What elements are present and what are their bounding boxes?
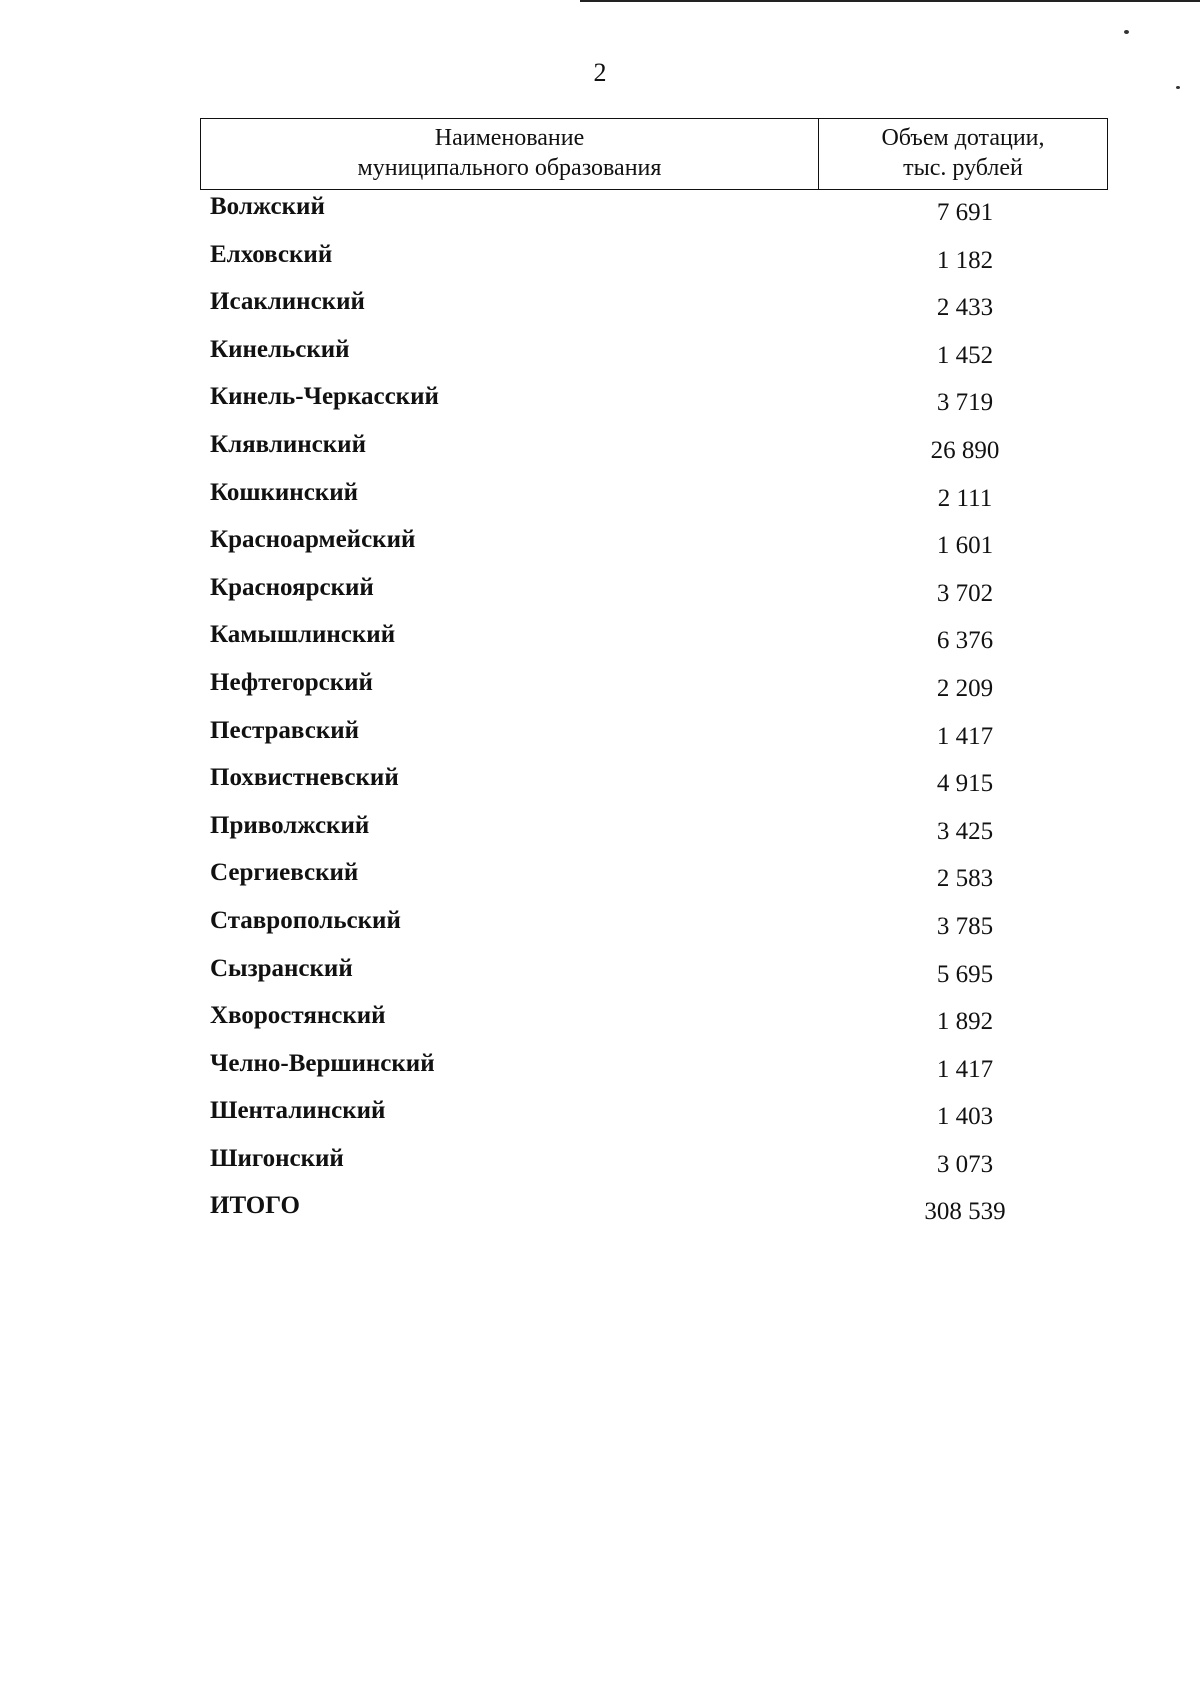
municipality-name: Волжский <box>210 193 325 220</box>
municipality-name: Челно-Вершинский <box>210 1049 435 1077</box>
municipality-name: Кинель-Черкасский <box>210 383 439 411</box>
column-header-name <box>201 119 819 189</box>
subsidy-amount: 1 417 <box>936 1055 994 1083</box>
municipality-name: Красноармейский <box>210 526 416 554</box>
table-row <box>204 904 1108 952</box>
table-row <box>204 618 1108 666</box>
municipality-name: Красноярский <box>210 573 374 601</box>
municipality-name: Кинельский <box>210 335 350 363</box>
subsidy-amount: 2 583 <box>936 865 994 893</box>
scan-border-line <box>580 0 1200 2</box>
table-row <box>204 380 1108 428</box>
municipality-name: Сергиевский <box>210 859 359 887</box>
municipality-name: Камышлинский <box>210 621 396 649</box>
subsidy-amount: 2 209 <box>936 674 994 702</box>
subsidy-amount: 2 433 <box>936 294 994 322</box>
subsidy-amount: 5 695 <box>936 960 994 988</box>
subsidy-amount: 1 892 <box>936 1008 994 1036</box>
table-body <box>204 190 1108 1237</box>
table-row <box>204 999 1108 1047</box>
subsidy-amount: 3 785 <box>936 912 994 940</box>
municipality-name: Исаклинский <box>210 288 365 316</box>
table-row <box>204 1094 1108 1142</box>
page-number: 2 <box>593 58 607 87</box>
table-row <box>204 285 1108 333</box>
table-row <box>204 856 1108 904</box>
table-row <box>204 238 1108 286</box>
column-header-value <box>819 119 1107 189</box>
subsidy-amount: 6 376 <box>936 627 994 655</box>
table-row <box>204 190 1108 238</box>
table-row <box>204 666 1108 714</box>
column-header-name-line1: Наименование <box>434 125 585 151</box>
municipality-name: Шигонский <box>210 1144 344 1172</box>
column-header-value-line1: Объем дотации, <box>881 125 1045 151</box>
municipality-name: Пестравский <box>210 716 360 744</box>
subsidy-amount: 4 915 <box>936 770 994 798</box>
subsidy-amount: 3 702 <box>936 579 994 607</box>
table-row <box>204 476 1108 524</box>
table-row <box>204 714 1108 762</box>
table-row <box>204 1047 1108 1095</box>
municipality-name: Приволжский <box>210 811 370 839</box>
table-header <box>200 118 1108 190</box>
table-row <box>204 428 1108 476</box>
municipality-name: Хворостянский <box>210 1002 386 1030</box>
subsidy-amount: 1 403 <box>936 1103 994 1131</box>
subsidy-amount: 3 073 <box>936 1150 994 1178</box>
municipality-name: Клявлинский <box>210 430 366 458</box>
table-row <box>204 523 1108 571</box>
municipality-name: Ставропольский <box>210 906 401 934</box>
subsidy-amount: 308 539 <box>924 1198 1006 1226</box>
scan-speck <box>1124 30 1129 34</box>
municipality-name: Нефтегорский <box>210 668 373 696</box>
total-row <box>204 1189 1108 1237</box>
subsidy-amount: 1 182 <box>936 246 994 274</box>
table-row <box>204 333 1108 381</box>
table-row <box>204 1142 1108 1190</box>
table-row <box>204 952 1108 1000</box>
table-row <box>204 761 1108 809</box>
subsidy-amount: 3 425 <box>936 817 994 845</box>
municipality-name: Сызранский <box>210 954 353 982</box>
municipality-name: Елховский <box>210 240 333 268</box>
table-row <box>204 809 1108 857</box>
table-row <box>204 571 1108 619</box>
municipality-name: Шенталинский <box>210 1097 386 1125</box>
subsidy-amount: 3 719 <box>936 389 994 417</box>
subsidy-amount: 1 452 <box>936 341 994 369</box>
subsidy-amount: 7 691 <box>936 199 994 226</box>
subsidy-amount: 2 111 <box>937 484 993 512</box>
subsidy-amount: 26 890 <box>930 436 1000 464</box>
column-header-value-line2: тыс. рублей <box>903 155 1023 181</box>
subsidy-amount: 1 601 <box>936 532 994 560</box>
municipality-name: ИТОГО <box>210 1192 300 1220</box>
column-header-name-line2: муниципального образования <box>357 155 662 181</box>
municipality-name: Похвистневский <box>210 764 399 792</box>
municipality-name: Кошкинский <box>210 478 359 506</box>
subsidy-amount: 1 417 <box>936 722 994 750</box>
